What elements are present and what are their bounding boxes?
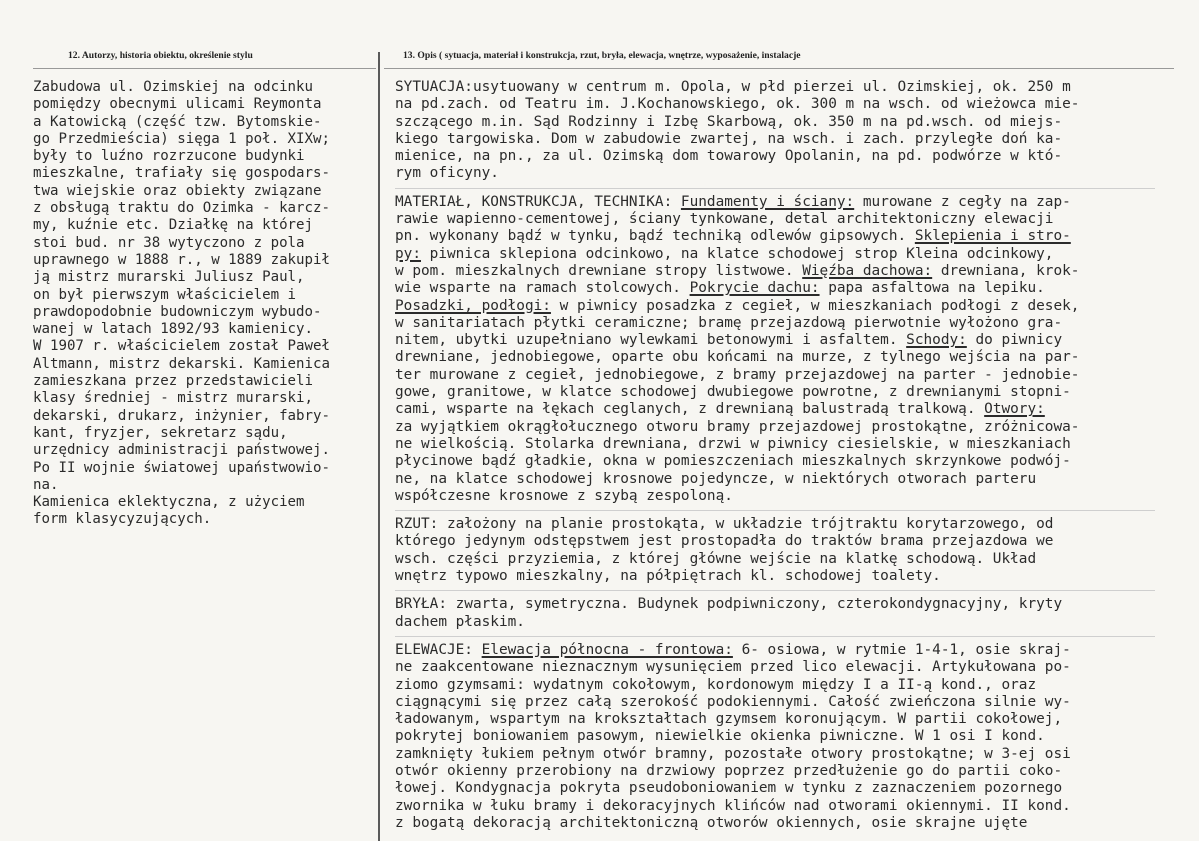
- history-line: pomiędzy obecnymi ulicami Reymonta: [33, 96, 322, 113]
- rzut-line: którego jedynym odstępstwem jest prostopadła do traktów brama przejazdowa we: [395, 533, 1054, 550]
- rzut-line: wnętrz typowo mieszkalny, na półpiętrach kl. schodowej toalety.: [395, 568, 941, 585]
- elewacje-line: zwornika w łuku bramy i dekoracyjnych klińców nad otworami okiennymi. II kond.: [395, 797, 1071, 814]
- elewacje-line: [395, 642, 1175, 659]
- fundamenty-heading: Fundamenty i ściany:: [680, 193, 855, 210]
- history-line: uprawnego w 1888 r., w 1889 zakupił: [33, 251, 330, 268]
- elewacje-paragraph: [395, 642, 1175, 832]
- material-line: współczesne krosnowe z szybą zespoloną.: [395, 487, 733, 504]
- material-line: [395, 401, 1175, 418]
- material-line: [395, 263, 1175, 280]
- bryla-line: dachem płaskim.: [395, 613, 525, 630]
- sklepienia-heading-cont: py:: [395, 245, 421, 262]
- otwory-heading: Otwory:: [984, 401, 1045, 418]
- elewacja-polnocna-heading: Elewacja północna - frontowa:: [481, 641, 733, 658]
- material-text: nitem, ubytki uzupełniano wylewkami betonowymi i asfaltem.: [395, 332, 907, 349]
- paragraph-separator: [395, 510, 1155, 511]
- rzut-line: RZUT: założony na planie prostokąta, w układzie trójtraktu korytarzowego, od: [395, 516, 1054, 533]
- material-paragraph: [395, 194, 1175, 505]
- elewacje-line: łowej. Kondygnacja pokryta pseudoboniowaniem w tynku z zaznaczeniem pozornego: [395, 780, 1063, 797]
- history-line: stoi bud. nr 38 wytyczono z pola: [33, 234, 305, 251]
- bryla-paragraph: [395, 596, 1175, 631]
- header-rule-right: [384, 68, 1174, 69]
- header-rule-left: [33, 68, 376, 69]
- elewacje-text: 6- osiowa, w rytmie 1-4-1, osie skraj-: [732, 641, 1071, 658]
- sytuacja-line: rym oficyny.: [395, 165, 499, 182]
- history-line: mieszkalne, trafiały się gospodars-: [33, 165, 330, 182]
- history-line: my, kuźnie etc. Działkę na której: [33, 217, 314, 234]
- material-line: [395, 228, 1175, 245]
- history-line: W 1907 r. właścicielem został Paweł: [33, 338, 330, 355]
- elewacje-line: pokrytej boniowaniem pasowym, niewielkie okienka piwniczne. W 1 osi I kond.: [395, 728, 1045, 745]
- paragraph-separator: [395, 188, 1155, 189]
- material-text: wie wsparte na ramach stolcowych.: [395, 280, 690, 297]
- material-line: [395, 298, 1175, 315]
- material-text: w pom. mieszkalnych drewniane stropy listwowe.: [395, 262, 803, 279]
- history-line: on był pierwszym właścicielem i: [33, 286, 297, 303]
- material-line: za wyjątkiem okrągłołucznego otworu bramy przejazdowej prostokątne, zróżnicowa-: [395, 418, 1080, 435]
- section-12-header: 12. Autorzy, historia obiektu, określenie stylu: [68, 50, 253, 61]
- sytuacja-line: szczącego m.in. Sąd Rodzinny i Izbę Skarbową, ok. 350 m na pd.wsch. od miejs-: [395, 113, 1063, 130]
- rzut-line: wsch. części przyziemia, z której główne wejście na klatkę schodową. Układ: [395, 550, 1037, 567]
- history-line: zamieszkana przez przedstawicieli: [33, 373, 314, 390]
- rzut-paragraph: [395, 516, 1175, 585]
- sytuacja-line: kiego targowiska. Dom w zabudowie zwartej, na wsch. i zach. przyległe doń ka-: [395, 130, 1063, 147]
- material-text: MATERIAŁ, KONSTRUKCJA, TECHNIKA:: [395, 193, 681, 210]
- paragraph-separator: [395, 636, 1155, 637]
- history-line: urzędnicy administracji państwowej.: [33, 442, 330, 459]
- pokrycie-heading: Pokrycie dachu:: [689, 280, 820, 297]
- elewacje-line: z bogatą dekoracją architektoniczną otworów okiennych, osie skrajne ujęte: [395, 814, 1028, 831]
- wiezba-heading: Więźba dachowa:: [802, 262, 933, 279]
- section-13-header: 13. Opis ( sytuacja, materiał i konstrukcja, rzut, bryła, elewacja, wnętrze, wyposażenie, instalacje: [403, 50, 801, 61]
- elewacje-line: otwór okienny przerobiony na drzwiowy poprzez przedłużenie go do partii coko-: [395, 762, 1063, 779]
- elewacje-line: ładowanym, wspartym na krokształtach gzymsem koronującym. W partii cokołowej,: [395, 711, 1063, 728]
- history-line: kant, fryzjer, sekretarz sądu,: [33, 424, 288, 441]
- material-line: ne, na klatce schodowej krosnowe pojedyncze, w niektórych otworach parteru: [395, 470, 1037, 487]
- material-line: gowe, granitowe, w klatce schodowej dwubiegowe powrotne, z drewnianymi stopni-: [395, 384, 1071, 401]
- material-text: w piwnicy posadzka z cegieł, w mieszkaniach podłogi z desek,: [550, 297, 1080, 314]
- posadzki-heading: Posadzki, podłogi:: [395, 297, 551, 314]
- history-column: [33, 79, 376, 529]
- history-line: Zabudowa ul. Ozimskiej na odcinku: [33, 79, 314, 95]
- sytuacja-line: SYTUACJA:usytuowany w centrum m. Opola, w płd pierzei ul. Ozimskiej, ok. 250 m: [395, 79, 1071, 95]
- style-line: Kamienica eklektyczna, z użyciem: [33, 494, 305, 511]
- history-line: go Przedmieścia) sięga 1 poł. XIXw;: [33, 130, 330, 147]
- history-line: były to luźno rozrzucone budynki: [33, 148, 305, 165]
- material-line: [395, 332, 1175, 349]
- history-line: prawdopodobnie budowniczym wybudo-: [33, 303, 322, 320]
- material-text: drewniana, krok-: [932, 262, 1080, 279]
- history-line: dekarski, drukarz, inżynier, fabry-: [33, 407, 330, 424]
- material-line: ter murowane z cegieł, jednobiegowe, z bramy przejazdowej na parter - jednobie-: [395, 366, 1080, 383]
- material-line: w sanitariatach płytki ceramiczne; bramę przejazdową pierwotnie wyłożono gra-: [395, 314, 1063, 331]
- elewacje-line: ciągnącymi się przez całą szerokość podokiennymi. Całość zwieńczona silnie wy-: [395, 693, 1071, 710]
- sklepienia-heading: Sklepienia i stro-: [914, 228, 1071, 245]
- bryla-line: BRYŁA: zwarta, symetryczna. Budynek podpiwniczony, czterokondygnacyjny, kryty: [395, 596, 1063, 613]
- material-text: cami, wsparte na łękach ceglanych, z drewnianą balustradą tralkową.: [395, 401, 985, 418]
- paragraph-separator: [395, 590, 1155, 591]
- material-text: piwnica sklepiona odcinkowo, na klatce schodowej strop Kleina odcinkowy,: [421, 245, 1054, 262]
- history-line: na.: [33, 476, 59, 493]
- history-line: twa wiejskie oraz obiekty związane: [33, 182, 322, 199]
- history-line: klasy średniej - mistrz murarski,: [33, 390, 314, 407]
- material-text: papa asfaltowa na lepiku.: [819, 280, 1045, 297]
- history-line: ją mistrz murarski Juliusz Paul,: [33, 269, 305, 286]
- schody-heading: Schody:: [906, 332, 967, 349]
- material-line: [395, 280, 1175, 297]
- sytuacja-line: mienice, na pn., za ul. Ozimską dom towarowy Opolanin, na pd. podwórze w któ-: [395, 148, 1063, 165]
- material-text: do piwnicy: [966, 332, 1063, 349]
- material-line: [395, 194, 1175, 211]
- material-line: ne wielkością. Stolarka drewniana, drzwi w piwnicy ciesielskie, w mieszkaniach: [395, 435, 1071, 452]
- elewacje-line: zamknięty łukiem pełnym otwór bramny, pozostałe otwory prostokątne; w 3-ej osi: [395, 745, 1071, 762]
- sytuacja-paragraph: [395, 79, 1175, 183]
- material-line: rawie wapienno-cementowej, ściany tynkowane, detal architektoniczny elewacji: [395, 211, 1054, 228]
- history-line: z obsługą traktu do Ozimka - karcz-: [33, 200, 330, 217]
- material-line: drewniane, jednobiegowe, oparte obu końcami na murze, z tylnego wejścia na par-: [395, 349, 1080, 366]
- material-line: [395, 246, 1175, 263]
- history-line: wanej w latach 1892/93 kamienicy.: [33, 321, 314, 338]
- history-line: Altmann, mistrz dekarski. Kamienica: [33, 355, 330, 372]
- history-line: a Katowicką (część tzw. Bytomskie-: [33, 113, 322, 130]
- style-line: form klasycyzujących.: [33, 511, 212, 528]
- material-text: pn. wykonany bądź w tynku, bądź techniką odlewów gipsowych.: [395, 228, 915, 245]
- sytuacja-line: na pd.zach. od Teatru im. J.Kochanowskiego, ok. 300 m na wsch. od wieżowca mie-: [395, 96, 1080, 113]
- column-divider: [378, 52, 380, 841]
- elewacje-text: ELEWACJE:: [395, 641, 482, 658]
- history-line: Po II wojnie światowej upaństwowio-: [33, 459, 330, 476]
- description-column: [395, 79, 1175, 837]
- material-text: murowane z cegły na zap-: [854, 193, 1071, 210]
- material-line: płycinowe bądź gładkie, okna w pomieszczeniach mieszkalnych skrzynkowe podwój-: [395, 453, 1071, 470]
- elewacje-line: ziomo gzymsami: wydatnym cokołowym, kordonowym między I a II-ą kond., oraz: [395, 676, 1037, 693]
- elewacje-line: ne zaakcentowane nieznacznym wysunięciem przed lico elewacji. Artykułowana po-: [395, 659, 1071, 676]
